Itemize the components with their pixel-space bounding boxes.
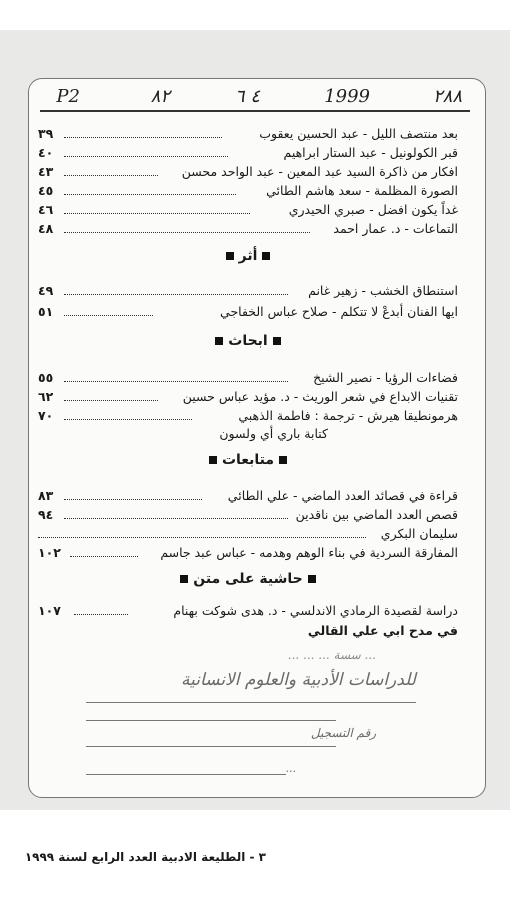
entry-continuation: في مدح ابي علي القالي	[307, 623, 458, 638]
toc-entry	[38, 126, 458, 144]
toc-entry	[38, 507, 458, 525]
entry-title: ايها الفنان أبدعْ لا تتكلم - صلاح عباس الخفاجي	[220, 304, 458, 319]
square-bullet-icon	[209, 456, 217, 464]
dot-leader	[64, 175, 158, 176]
stamp-registration: رقم التسجيل	[310, 726, 376, 740]
library-stamp	[56, 642, 416, 782]
entry-page: ٤٩	[38, 283, 54, 298]
entry-title: التماعات - د. عمار احمد	[333, 221, 458, 236]
dot-leader	[64, 381, 288, 382]
dot-leader	[74, 614, 128, 615]
handwritten-number: ٢٨٨	[432, 86, 462, 107]
section-title: ابحاث	[228, 333, 268, 349]
entry-continuation: كتابة باري أي ولسون	[219, 426, 328, 441]
toc-entry	[38, 202, 458, 220]
toc-entry	[38, 370, 458, 388]
dot-leader	[64, 499, 202, 500]
toc-entry	[38, 145, 458, 163]
stamp-line: ... سسة ... ... ...	[287, 648, 376, 662]
dot-leader	[64, 137, 222, 138]
entry-title: دراسة لقصيدة الرمادي الاندلسي - د. هدى شوكت بهنام	[173, 603, 458, 618]
stamp-institution: للدراسات الأدبية والعلوم الانسانية	[181, 670, 416, 690]
toc-entry	[38, 183, 458, 201]
entry-page: ٤٨	[38, 221, 54, 236]
dot-leader	[38, 537, 366, 538]
entry-title: قبر الكولونيل - عبد الستار ابراهيم	[283, 145, 458, 160]
entry-page: ٨٣	[38, 488, 54, 503]
entry-title: قصص العدد الماضي بين ناقدين	[295, 507, 458, 522]
dot-leader	[64, 518, 288, 519]
section-heading	[38, 452, 458, 468]
dot-leader	[64, 156, 228, 157]
square-bullet-icon	[180, 575, 188, 583]
entry-page: ٥٥	[38, 370, 54, 385]
entry-title: غداً يكون افضل - صبري الحيدري	[288, 202, 458, 217]
entry-title: تقنيات الابداع في شعر الوريث - د. مؤيد عباس حسين	[182, 389, 458, 404]
dot-leader	[64, 419, 192, 420]
toc-entry	[38, 408, 458, 426]
stamp-rule	[86, 774, 286, 775]
dot-leader	[64, 315, 153, 316]
toc-entry	[38, 526, 458, 544]
handwritten-ref: P2	[56, 86, 80, 107]
dot-leader	[64, 294, 288, 295]
toc-entry	[38, 283, 458, 301]
entry-page: ٣٩	[38, 126, 54, 141]
handwritten-year: 1999	[324, 86, 370, 107]
toc-entry	[38, 488, 458, 506]
section-heading	[38, 333, 458, 349]
entry-page: ٤٥	[38, 183, 54, 198]
dot-leader	[70, 556, 138, 557]
stamp-rule	[86, 720, 336, 721]
dot-leader	[64, 232, 310, 233]
entry-title: الصورة المظلمة - سعد هاشم الطائي	[266, 183, 458, 198]
toc-entry	[38, 389, 458, 407]
header-rule	[40, 110, 470, 112]
toc-entry	[38, 164, 458, 182]
stamp-rule	[86, 746, 336, 747]
entry-page: ٤٠	[38, 145, 54, 160]
square-bullet-icon	[262, 252, 270, 260]
square-bullet-icon	[215, 337, 223, 345]
entry-page: ٩٤	[38, 507, 54, 522]
entry-title: بعد منتصف الليل - عبد الحسين يعقوب	[259, 126, 458, 141]
entry-page: ١٠٢	[38, 545, 61, 560]
section-title: حاشية على متن	[193, 571, 303, 587]
entry-title: افكار من ذاكرة السيد عبد المعين - عبد الواحد محسن	[181, 164, 458, 179]
handwritten-header	[40, 86, 470, 112]
entry-title: قراءة في قصائد العدد الماضي - علي الطائي	[227, 488, 458, 503]
page-footer: ٣ - الطليعة الادبية العدد الرابع لسنة ١٩٩٩	[24, 850, 266, 864]
section-title: متابعات	[221, 452, 275, 468]
toc-entry	[38, 545, 458, 563]
entry-page: ٥١	[38, 304, 54, 319]
section-title: أثر	[238, 248, 258, 264]
toc-entry	[38, 221, 458, 239]
toc-entry	[38, 603, 458, 621]
handwritten-code: ٨٢	[150, 86, 170, 107]
stamp-rule	[86, 702, 416, 703]
toc-entry	[38, 304, 458, 322]
stamp-line: ...	[285, 762, 296, 775]
square-bullet-icon	[308, 575, 316, 583]
section-heading	[38, 571, 458, 587]
entry-title: المفارقة السردية في بناء الوهم وهدمه - عباس عبد جاسم	[160, 545, 458, 560]
square-bullet-icon	[279, 456, 287, 464]
entry-title: هرمونطيقا هيرش - ترجمة : فاطمة الذهبي	[238, 408, 458, 423]
entry-page: ٤٦	[38, 202, 54, 217]
dot-leader	[64, 194, 236, 195]
square-bullet-icon	[226, 252, 234, 260]
entry-page: ١٠٧	[38, 603, 61, 618]
square-bullet-icon	[273, 337, 281, 345]
dot-leader	[64, 400, 158, 401]
handwritten-issue: ٤ ٦	[234, 86, 260, 107]
dot-leader	[64, 213, 250, 214]
entry-title: فضاءات الرؤيا - نصير الشيخ	[313, 370, 458, 385]
entry-title: استنطاق الخشب - زهير غانم	[308, 283, 458, 298]
entry-page: ٤٣	[38, 164, 54, 179]
entry-page: ٧٠	[38, 408, 54, 423]
section-heading	[38, 248, 458, 264]
entry-title: سليمان البكري	[380, 526, 458, 541]
entry-page: ٦٢	[38, 389, 54, 404]
